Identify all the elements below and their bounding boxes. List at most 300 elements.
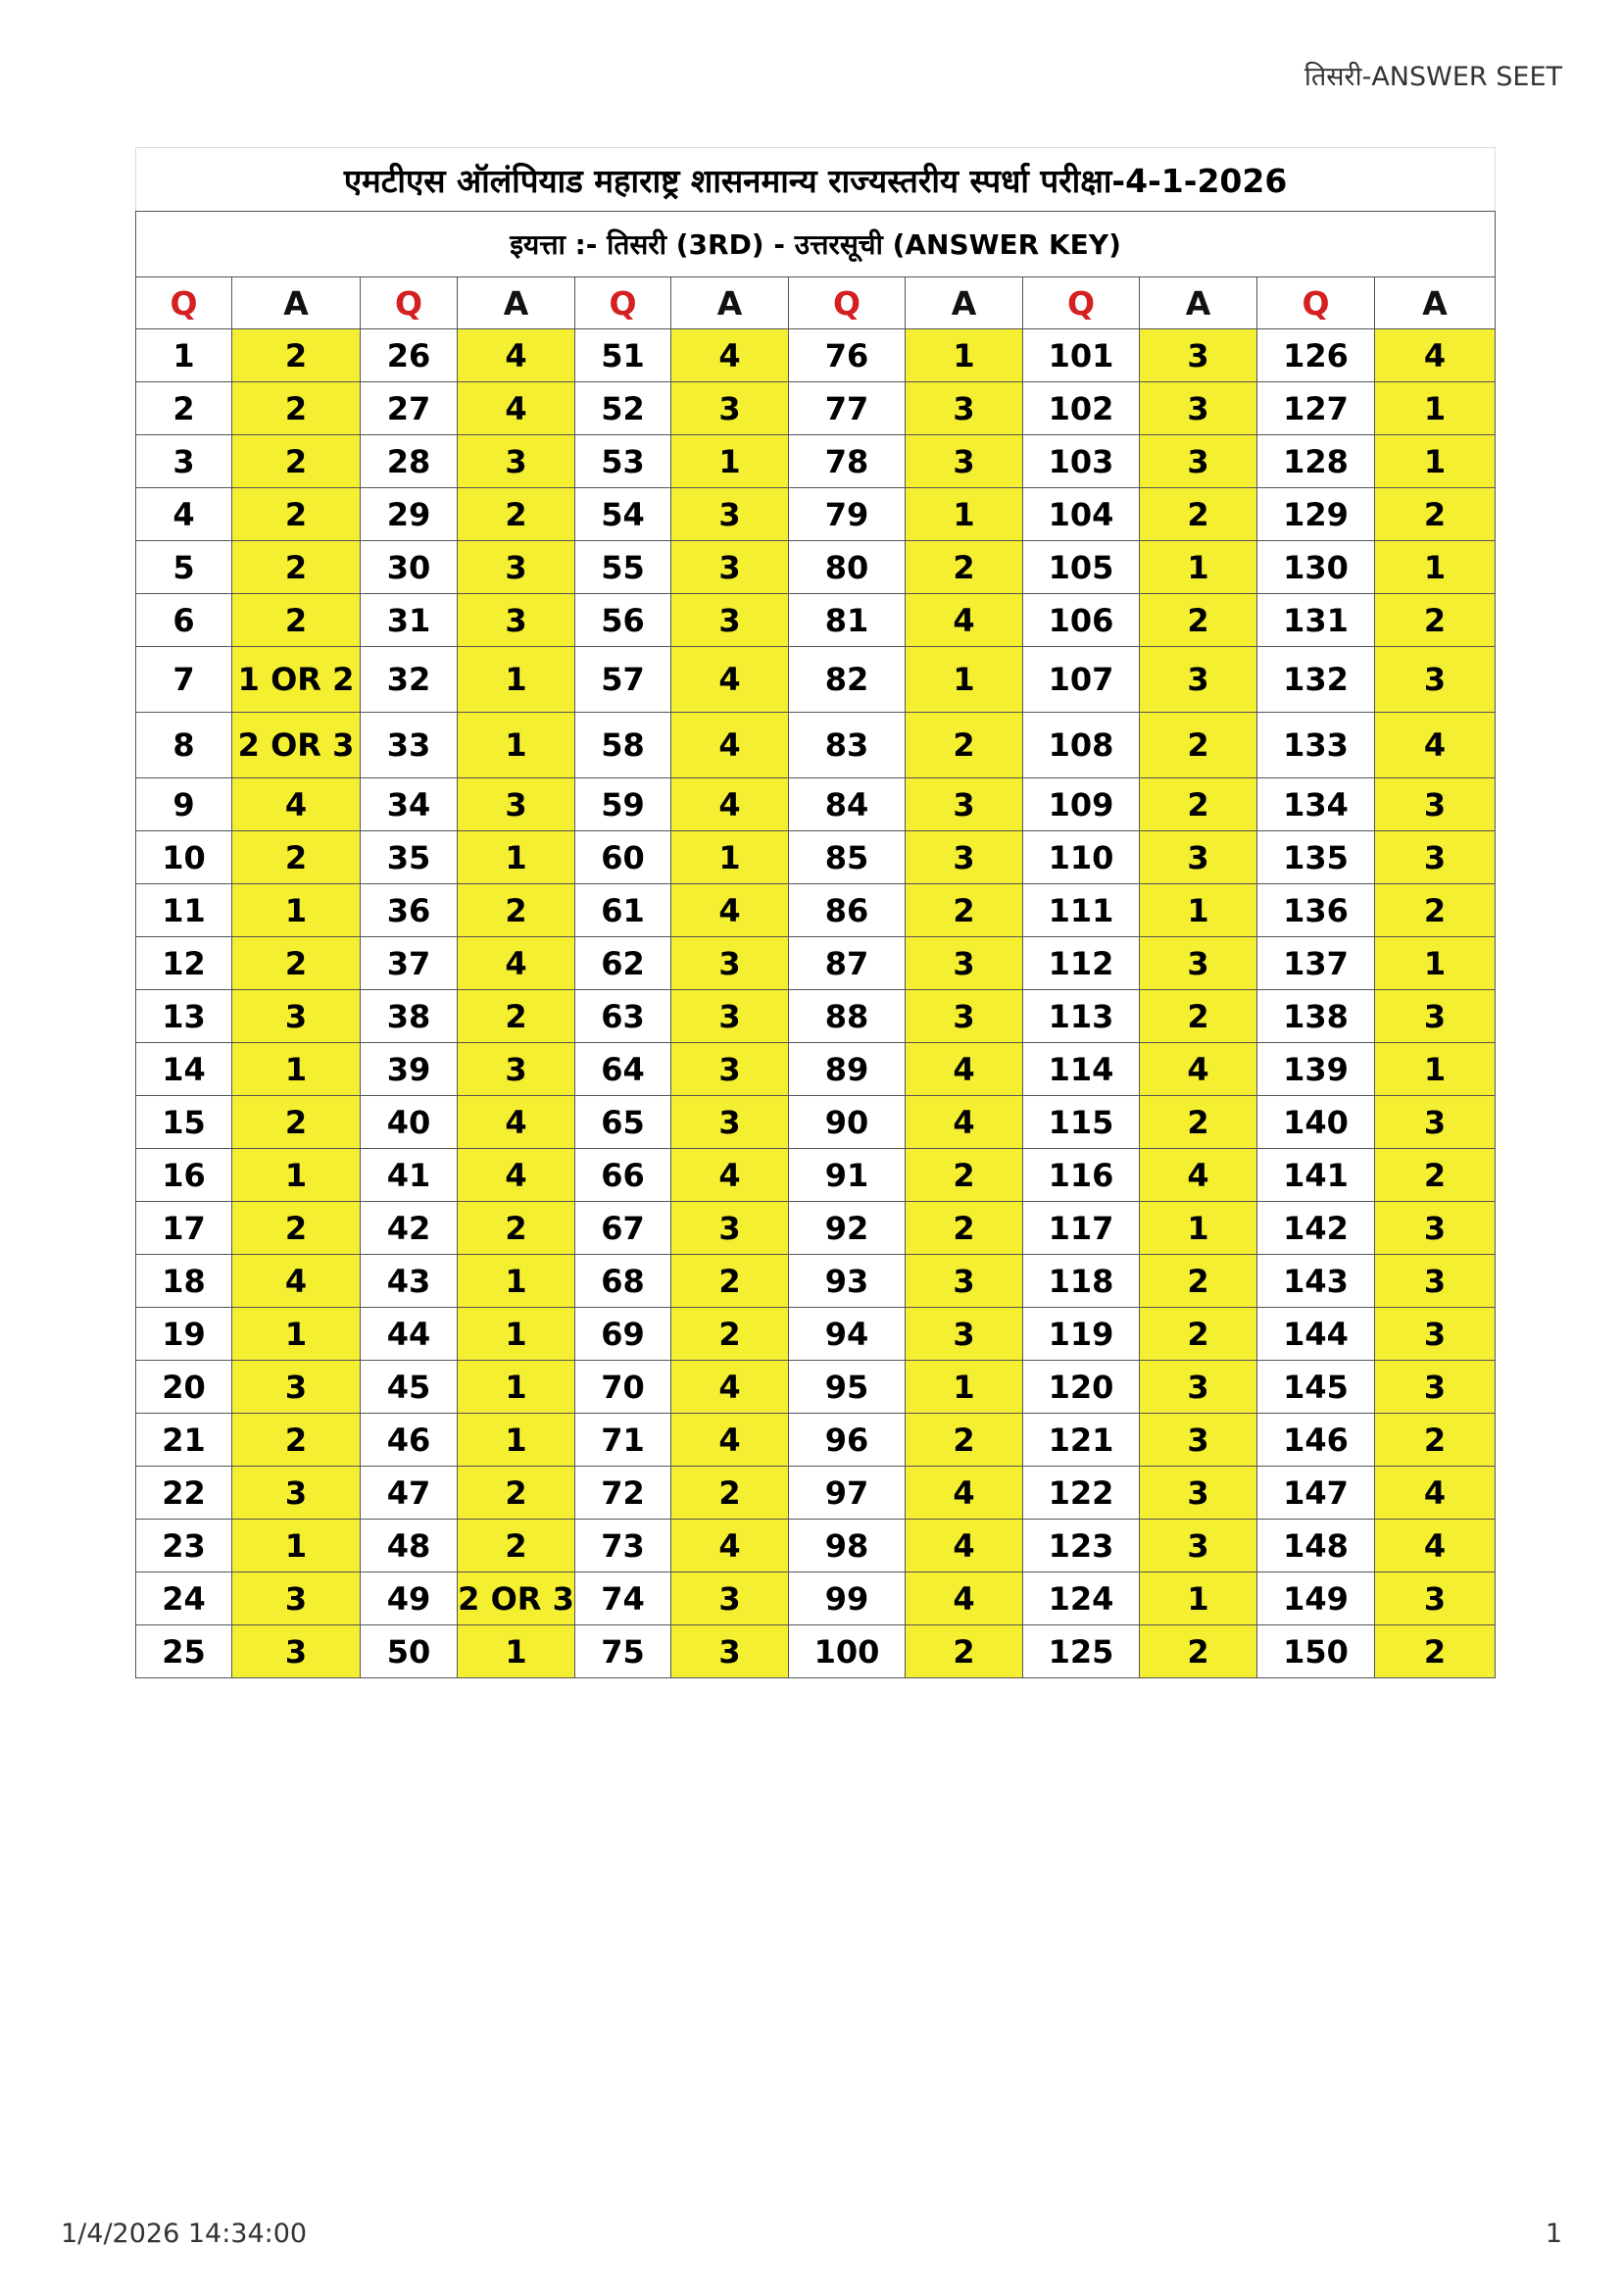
question-number-cell: 87: [789, 937, 906, 990]
question-number-cell: 56: [575, 594, 671, 647]
answer-cell: 3: [671, 541, 789, 594]
question-number-cell: 119: [1023, 1308, 1140, 1361]
answer-cell: 3: [1140, 435, 1257, 488]
answer-cell: 4: [458, 329, 575, 382]
answer-cell: 2: [906, 1149, 1023, 1202]
answer-cell: 1: [1375, 435, 1496, 488]
answer-cell: 3: [906, 382, 1023, 435]
answer-cell: 2: [1140, 778, 1257, 831]
question-number-cell: 69: [575, 1308, 671, 1361]
answer-cell: 1: [458, 1308, 575, 1361]
answer-cell: 2: [458, 1202, 575, 1255]
answer-cell: 2: [1140, 713, 1257, 778]
question-number-cell: 125: [1023, 1625, 1140, 1678]
answer-cell: 3: [671, 1043, 789, 1096]
question-number-cell: 118: [1023, 1255, 1140, 1308]
question-number-cell: 40: [361, 1096, 458, 1149]
answer-cell: 1: [1140, 1202, 1257, 1255]
question-number-cell: 23: [136, 1520, 232, 1572]
question-number-cell: 74: [575, 1572, 671, 1625]
question-number-cell: 90: [789, 1096, 906, 1149]
answer-cell: 3: [232, 990, 361, 1043]
answer-cell: 2: [232, 1096, 361, 1149]
answer-cell: 4: [1140, 1043, 1257, 1096]
answer-cell: 1: [906, 329, 1023, 382]
question-number-cell: 91: [789, 1149, 906, 1202]
question-number-cell: 35: [361, 831, 458, 884]
question-number-cell: 111: [1023, 884, 1140, 937]
answer-cell: 3: [906, 778, 1023, 831]
question-number-cell: 9: [136, 778, 232, 831]
question-number-cell: 71: [575, 1414, 671, 1467]
table-row: [136, 713, 1496, 778]
question-number-cell: 6: [136, 594, 232, 647]
answer-cell: 2: [1375, 1625, 1496, 1678]
question-number-cell: 67: [575, 1202, 671, 1255]
table-row: [136, 1467, 1496, 1520]
answer-cell: 3: [906, 990, 1023, 1043]
question-number-cell: 77: [789, 382, 906, 435]
question-header: Q: [361, 277, 458, 329]
question-number-cell: 128: [1257, 435, 1375, 488]
answer-cell: 2: [458, 1520, 575, 1572]
question-number-cell: 147: [1257, 1467, 1375, 1520]
answer-cell: 2: [232, 435, 361, 488]
question-number-cell: 15: [136, 1096, 232, 1149]
answer-cell: 3: [458, 594, 575, 647]
question-number-cell: 12: [136, 937, 232, 990]
answer-cell: 2: [1140, 594, 1257, 647]
question-number-cell: 116: [1023, 1149, 1140, 1202]
table-row: [136, 831, 1496, 884]
answer-cell: 4: [1140, 1149, 1257, 1202]
question-number-cell: 149: [1257, 1572, 1375, 1625]
answer-cell: 3: [906, 1308, 1023, 1361]
column-header-row: [136, 277, 1496, 329]
question-number-cell: 105: [1023, 541, 1140, 594]
answer-cell: 3: [1375, 1308, 1496, 1361]
question-number-cell: 18: [136, 1255, 232, 1308]
question-number-cell: 101: [1023, 329, 1140, 382]
question-number-cell: 48: [361, 1520, 458, 1572]
question-number-cell: 70: [575, 1361, 671, 1414]
question-number-cell: 96: [789, 1414, 906, 1467]
question-number-cell: 100: [789, 1625, 906, 1678]
answer-header: A: [232, 277, 361, 329]
answer-cell: 4: [906, 1520, 1023, 1572]
answer-cell: 1 OR 2: [232, 647, 361, 713]
question-number-cell: 135: [1257, 831, 1375, 884]
question-number-cell: 42: [361, 1202, 458, 1255]
answer-cell: 2: [1140, 488, 1257, 541]
table-row: [136, 541, 1496, 594]
answer-cell: 1: [232, 1149, 361, 1202]
sheet-title: एमटीएस ऑलंपियाड महाराष्ट्र शासनमान्य राज्यस्तरीय स्पर्धा परीक्षा-4-1-2026: [136, 148, 1496, 212]
table-row: [136, 1414, 1496, 1467]
question-number-cell: 59: [575, 778, 671, 831]
question-number-cell: 97: [789, 1467, 906, 1520]
question-number-cell: 33: [361, 713, 458, 778]
table-row: [136, 1255, 1496, 1308]
question-number-cell: 50: [361, 1625, 458, 1678]
answer-cell: 1: [671, 831, 789, 884]
table-row: [136, 937, 1496, 990]
page-number: 1: [1545, 2219, 1562, 2249]
question-number-cell: 108: [1023, 713, 1140, 778]
answer-cell: 2: [1375, 594, 1496, 647]
question-number-cell: 114: [1023, 1043, 1140, 1096]
answer-cell: 2: [906, 541, 1023, 594]
answer-cell: 4: [906, 1467, 1023, 1520]
answer-cell: 1: [906, 488, 1023, 541]
question-header: Q: [789, 277, 906, 329]
question-number-cell: 112: [1023, 937, 1140, 990]
table-row: [136, 382, 1496, 435]
answer-cell: 3: [458, 541, 575, 594]
answer-cell: 3: [232, 1361, 361, 1414]
answer-cell: 3: [1140, 329, 1257, 382]
question-number-cell: 29: [361, 488, 458, 541]
answer-cell: 3: [232, 1572, 361, 1625]
answer-cell: 3: [458, 435, 575, 488]
question-number-cell: 1: [136, 329, 232, 382]
question-number-cell: 53: [575, 435, 671, 488]
question-number-cell: 13: [136, 990, 232, 1043]
question-number-cell: 115: [1023, 1096, 1140, 1149]
question-number-cell: 121: [1023, 1414, 1140, 1467]
question-number-cell: 129: [1257, 488, 1375, 541]
answer-cell: 3: [1375, 1202, 1496, 1255]
question-number-cell: 73: [575, 1520, 671, 1572]
question-header: Q: [136, 277, 232, 329]
question-number-cell: 85: [789, 831, 906, 884]
table-row: [136, 1202, 1496, 1255]
table-row: [136, 1572, 1496, 1625]
answer-cell: 1: [1375, 1043, 1496, 1096]
answer-cell: 2: [1140, 1625, 1257, 1678]
question-number-cell: 66: [575, 1149, 671, 1202]
answer-cell: 4: [1375, 713, 1496, 778]
table-row: [136, 1096, 1496, 1149]
answer-cell: 3: [1375, 1096, 1496, 1149]
question-number-cell: 8: [136, 713, 232, 778]
question-number-cell: 94: [789, 1308, 906, 1361]
question-number-cell: 76: [789, 329, 906, 382]
answer-cell: 3: [232, 1467, 361, 1520]
sheet-subtitle: इयत्ता :- तिसरी (3RD) - उत्तरसूची (ANSWER KEY): [136, 212, 1496, 277]
question-number-cell: 37: [361, 937, 458, 990]
question-number-cell: 61: [575, 884, 671, 937]
question-number-cell: 82: [789, 647, 906, 713]
answer-cell: 2: [671, 1255, 789, 1308]
question-number-cell: 17: [136, 1202, 232, 1255]
answer-cell: 1: [458, 1361, 575, 1414]
question-number-cell: 7: [136, 647, 232, 713]
answer-cell: 1: [458, 647, 575, 713]
question-number-cell: 26: [361, 329, 458, 382]
answer-cell: 4: [232, 1255, 361, 1308]
answer-cell: 2: [1140, 1096, 1257, 1149]
answer-cell: 2: [232, 1414, 361, 1467]
answer-cell: 2: [1375, 884, 1496, 937]
answer-cell: 3: [906, 937, 1023, 990]
answer-cell: 1: [1375, 937, 1496, 990]
question-number-cell: 131: [1257, 594, 1375, 647]
answer-cell: 2: [458, 884, 575, 937]
answer-cell: 4: [1375, 329, 1496, 382]
answer-cell: 3: [232, 1625, 361, 1678]
question-number-cell: 41: [361, 1149, 458, 1202]
answer-cell: 2: [1140, 990, 1257, 1043]
answer-cell: 3: [671, 1572, 789, 1625]
question-number-cell: 133: [1257, 713, 1375, 778]
question-number-cell: 140: [1257, 1096, 1375, 1149]
question-number-cell: 11: [136, 884, 232, 937]
question-number-cell: 107: [1023, 647, 1140, 713]
question-number-cell: 20: [136, 1361, 232, 1414]
table-row: [136, 1361, 1496, 1414]
question-number-cell: 54: [575, 488, 671, 541]
answer-cell: 3: [1140, 831, 1257, 884]
question-number-cell: 72: [575, 1467, 671, 1520]
question-number-cell: 62: [575, 937, 671, 990]
question-number-cell: 22: [136, 1467, 232, 1520]
answer-cell: 3: [671, 594, 789, 647]
question-number-cell: 49: [361, 1572, 458, 1625]
question-number-cell: 104: [1023, 488, 1140, 541]
question-number-cell: 88: [789, 990, 906, 1043]
answer-cell: 2: [906, 713, 1023, 778]
answer-cell: 1: [1140, 541, 1257, 594]
answer-cell: 2: [906, 884, 1023, 937]
question-number-cell: 150: [1257, 1625, 1375, 1678]
question-number-cell: 52: [575, 382, 671, 435]
answer-cell: 3: [1140, 1414, 1257, 1467]
answer-cell: 4: [1375, 1520, 1496, 1572]
question-number-cell: 65: [575, 1096, 671, 1149]
question-number-cell: 79: [789, 488, 906, 541]
answer-cell: 3: [906, 1255, 1023, 1308]
table-row: [136, 1625, 1496, 1678]
answer-cell: 1: [906, 647, 1023, 713]
answer-cell: 4: [458, 382, 575, 435]
question-number-cell: 4: [136, 488, 232, 541]
answer-header: A: [1375, 277, 1496, 329]
table-row: [136, 594, 1496, 647]
answer-cell: 4: [906, 1096, 1023, 1149]
answer-cell: 3: [1375, 1361, 1496, 1414]
answer-cell: 2: [232, 541, 361, 594]
question-number-cell: 110: [1023, 831, 1140, 884]
question-number-cell: 92: [789, 1202, 906, 1255]
question-number-cell: 145: [1257, 1361, 1375, 1414]
answer-cell: 4: [671, 713, 789, 778]
answer-key-table: [135, 147, 1496, 1678]
question-number-cell: 28: [361, 435, 458, 488]
answer-cell: 3: [1140, 937, 1257, 990]
question-number-cell: 146: [1257, 1414, 1375, 1467]
question-number-cell: 45: [361, 1361, 458, 1414]
answer-cell: 3: [671, 488, 789, 541]
question-number-cell: 122: [1023, 1467, 1140, 1520]
question-number-cell: 86: [789, 884, 906, 937]
print-timestamp: 1/4/2026 14:34:00: [61, 2219, 308, 2249]
answer-cell: 1: [458, 713, 575, 778]
answer-cell: 1: [458, 1414, 575, 1467]
answer-cell: 2 OR 3: [232, 713, 361, 778]
question-number-cell: 64: [575, 1043, 671, 1096]
table-row: [136, 1043, 1496, 1096]
question-number-cell: 136: [1257, 884, 1375, 937]
answer-cell: 3: [671, 1625, 789, 1678]
answer-header: A: [1140, 277, 1257, 329]
question-number-cell: 43: [361, 1255, 458, 1308]
question-number-cell: 84: [789, 778, 906, 831]
question-number-cell: 19: [136, 1308, 232, 1361]
question-number-cell: 132: [1257, 647, 1375, 713]
question-header: Q: [575, 277, 671, 329]
table-row: [136, 1308, 1496, 1361]
table-row: [136, 647, 1496, 713]
question-number-cell: 98: [789, 1520, 906, 1572]
answer-cell: 1: [1140, 884, 1257, 937]
answer-cell: 4: [906, 1043, 1023, 1096]
question-number-cell: 139: [1257, 1043, 1375, 1096]
answer-cell: 4: [458, 1149, 575, 1202]
answer-cell: 1: [232, 884, 361, 937]
answer-cell: 3: [671, 1096, 789, 1149]
question-number-cell: 148: [1257, 1520, 1375, 1572]
answer-cell: 3: [671, 1202, 789, 1255]
answer-cell: 3: [1375, 1572, 1496, 1625]
question-number-cell: 80: [789, 541, 906, 594]
answer-cell: 1: [1375, 541, 1496, 594]
answer-cell: 4: [671, 1361, 789, 1414]
answer-cell: 4: [671, 329, 789, 382]
answer-rows: [136, 329, 1496, 1678]
answer-cell: 2: [1375, 488, 1496, 541]
answer-cell: 2: [1375, 1149, 1496, 1202]
answer-cell: 1: [458, 1255, 575, 1308]
answer-header: A: [458, 277, 575, 329]
answer-cell: 3: [1375, 778, 1496, 831]
question-number-cell: 124: [1023, 1572, 1140, 1625]
question-number-cell: 93: [789, 1255, 906, 1308]
question-number-cell: 109: [1023, 778, 1140, 831]
question-number-cell: 16: [136, 1149, 232, 1202]
answer-cell: 3: [671, 937, 789, 990]
answer-cell: 3: [1140, 647, 1257, 713]
question-number-cell: 83: [789, 713, 906, 778]
question-number-cell: 3: [136, 435, 232, 488]
answer-cell: 2: [232, 937, 361, 990]
answer-cell: 4: [671, 778, 789, 831]
question-number-cell: 58: [575, 713, 671, 778]
question-number-cell: 55: [575, 541, 671, 594]
question-number-cell: 60: [575, 831, 671, 884]
question-number-cell: 47: [361, 1467, 458, 1520]
answer-cell: 3: [1375, 1255, 1496, 1308]
question-number-cell: 5: [136, 541, 232, 594]
table-row: [136, 329, 1496, 382]
answer-cell: 4: [671, 647, 789, 713]
question-number-cell: 75: [575, 1625, 671, 1678]
answer-cell: 2: [232, 329, 361, 382]
question-number-cell: 126: [1257, 329, 1375, 382]
answer-cell: 4: [671, 1520, 789, 1572]
answer-cell: 4: [232, 778, 361, 831]
question-number-cell: 142: [1257, 1202, 1375, 1255]
answer-cell: 2: [232, 1202, 361, 1255]
answer-cell: 3: [458, 778, 575, 831]
question-number-cell: 31: [361, 594, 458, 647]
answer-cell: 1: [458, 831, 575, 884]
answer-cell: 3: [671, 990, 789, 1043]
answer-cell: 3: [458, 1043, 575, 1096]
answer-cell: 2: [458, 990, 575, 1043]
answer-cell: 3: [1140, 382, 1257, 435]
question-number-cell: 89: [789, 1043, 906, 1096]
answer-cell: 4: [458, 937, 575, 990]
question-number-cell: 14: [136, 1043, 232, 1096]
answer-cell: 1: [1375, 382, 1496, 435]
question-number-cell: 123: [1023, 1520, 1140, 1572]
question-number-cell: 25: [136, 1625, 232, 1678]
answer-cell: 2: [671, 1308, 789, 1361]
answer-cell: 4: [671, 884, 789, 937]
question-number-cell: 27: [361, 382, 458, 435]
question-number-cell: 137: [1257, 937, 1375, 990]
question-number-cell: 21: [136, 1414, 232, 1467]
answer-cell: 2: [1140, 1308, 1257, 1361]
page-header-label: तिसरी-ANSWER SEET: [1303, 62, 1562, 92]
answer-cell: 3: [1375, 831, 1496, 884]
question-number-cell: 141: [1257, 1149, 1375, 1202]
question-number-cell: 38: [361, 990, 458, 1043]
answer-cell: 1: [232, 1043, 361, 1096]
question-number-cell: 30: [361, 541, 458, 594]
answer-cell: 3: [1375, 647, 1496, 713]
answer-cell: 2: [458, 1467, 575, 1520]
question-header: Q: [1257, 277, 1375, 329]
question-number-cell: 46: [361, 1414, 458, 1467]
answer-header: A: [906, 277, 1023, 329]
question-number-cell: 57: [575, 647, 671, 713]
question-number-cell: 106: [1023, 594, 1140, 647]
question-number-cell: 143: [1257, 1255, 1375, 1308]
answer-cell: 3: [1375, 990, 1496, 1043]
answer-cell: 2: [232, 488, 361, 541]
question-number-cell: 134: [1257, 778, 1375, 831]
answer-cell: 2: [906, 1625, 1023, 1678]
answer-cell: 1: [906, 1361, 1023, 1414]
question-number-cell: 78: [789, 435, 906, 488]
question-number-cell: 138: [1257, 990, 1375, 1043]
answer-cell: 3: [906, 435, 1023, 488]
answer-cell: 1: [671, 435, 789, 488]
question-number-cell: 81: [789, 594, 906, 647]
question-number-cell: 44: [361, 1308, 458, 1361]
answer-cell: 1: [232, 1308, 361, 1361]
answer-cell: 2: [1375, 1414, 1496, 1467]
question-number-cell: 120: [1023, 1361, 1140, 1414]
answer-cell: 2: [232, 831, 361, 884]
answer-cell: 2: [906, 1202, 1023, 1255]
answer-cell: 4: [906, 594, 1023, 647]
table-row: [136, 1520, 1496, 1572]
question-number-cell: 51: [575, 329, 671, 382]
table-row: [136, 488, 1496, 541]
